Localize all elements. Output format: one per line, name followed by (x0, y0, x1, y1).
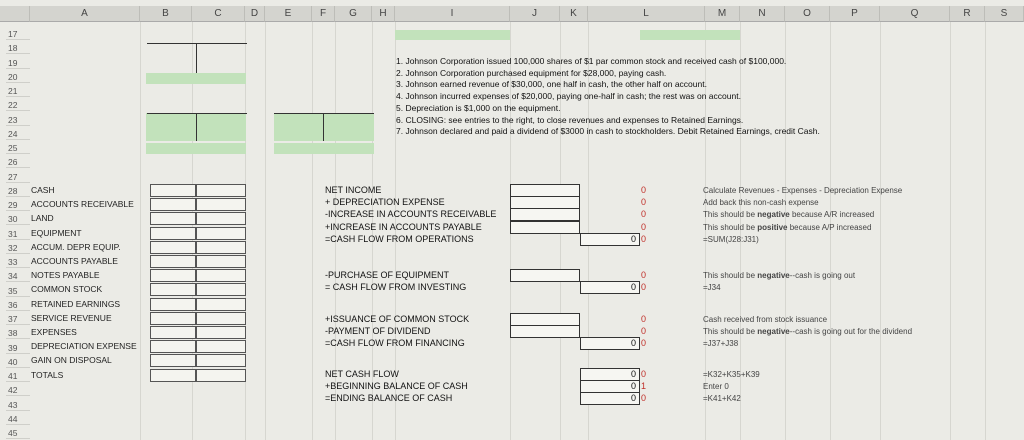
hint-post: --cash is going out for the dividend (789, 327, 913, 337)
row-header[interactable]: 44 (6, 414, 30, 425)
column-header[interactable]: N (740, 6, 785, 22)
hint-text: =J37+J38 (703, 339, 739, 349)
hint-post: because A/P increased (787, 222, 872, 232)
credit-cell[interactable] (196, 212, 246, 225)
cfs-total-k: 0 (641, 338, 647, 349)
hint-emphasis: positive (757, 222, 788, 232)
row-header[interactable]: 39 (6, 343, 30, 354)
accum-depr-entry-area[interactable] (274, 113, 374, 141)
row-header[interactable]: 26 (6, 157, 30, 168)
instruction-item: 1. Johnson Corporation issued 100,000 shares of $1 par common stock and received cash of $100,000. (396, 56, 787, 66)
column-header[interactable]: A (30, 6, 140, 22)
hint-text: Calculate Revenues - Expenses - Depreciation Expense (703, 186, 903, 195)
cfs-total-j: 0 (631, 338, 637, 349)
row-header[interactable]: 19 (6, 58, 30, 69)
row-header[interactable]: 23 (6, 115, 30, 126)
account-label: EQUIPMENT (31, 227, 82, 238)
hint-pre: This should be (703, 327, 758, 337)
row-header[interactable]: 25 (6, 143, 30, 154)
column-header[interactable]: G (335, 6, 372, 22)
green-cell-h17[interactable] (395, 30, 510, 40)
hint-text: =K32+K35+K39 (703, 370, 760, 379)
row-header[interactable]: 40 (6, 357, 30, 368)
cfs-line-label: =CASH FLOW FROM OPERATIONS (325, 233, 474, 244)
instruction-item: 2. Johnson Corporation purchased equipment for $28,000, paying cash. (396, 67, 667, 78)
hint-text (703, 326, 912, 337)
credit-cell[interactable] (196, 184, 246, 197)
row-header[interactable]: 34 (6, 271, 30, 282)
account-label: RETAINED EARNINGS (31, 298, 121, 309)
row-header[interactable]: 22 (6, 100, 30, 111)
cfs-line-label: +BEGINNING BALANCE OF CASH (325, 381, 468, 392)
cfs-input-cell[interactable] (510, 313, 580, 326)
row-header[interactable]: 32 (6, 243, 30, 254)
hint-emphasis: negative (757, 210, 790, 220)
debit-cell[interactable] (150, 255, 196, 268)
instruction-item: 5. Depreciation is $1,000 on the equipment. (396, 102, 561, 113)
credit-cell[interactable] (196, 369, 246, 382)
accum-depr-balance-cell[interactable] (274, 143, 374, 154)
hint-post: because A/R increased (789, 210, 875, 220)
hint-text (703, 222, 871, 233)
column-header[interactable]: K (560, 6, 588, 22)
gridline (985, 22, 986, 440)
column-header[interactable]: P (830, 6, 880, 22)
row-header[interactable]: 21 (6, 86, 30, 97)
cfs-line-label: -PAYMENT OF DIVIDEND (325, 326, 431, 337)
cfs-total-j: 0 (631, 381, 637, 392)
row-header[interactable]: 41 (6, 371, 30, 382)
column-header[interactable]: S (985, 6, 1024, 22)
row-header[interactable]: 31 (6, 229, 30, 240)
debit-cell[interactable] (150, 283, 196, 296)
instruction-item: 4. Johnson incurred expenses of $20,000, paying one-half in cash; the rest was on account. (396, 91, 741, 102)
row-header[interactable]: 18 (6, 43, 30, 54)
gridline (312, 22, 313, 440)
row-header[interactable]: 29 (6, 200, 30, 211)
accum-depr-rule (274, 113, 374, 114)
row-header[interactable]: 43 (6, 400, 30, 411)
account-label: COMMON STOCK (31, 284, 103, 295)
gridline (265, 22, 266, 440)
gridline (950, 22, 951, 440)
cfs-total-k: 0 (641, 369, 647, 379)
hint-pre: This should be (703, 271, 758, 280)
instruction-item: 3. Johnson earned revenue of $30,000, one half in cash, the other half on account. (396, 79, 707, 90)
cfs-value: 0 (641, 197, 647, 208)
debit-cell[interactable] (150, 269, 196, 282)
hint-text: Cash received from stock issuance (703, 315, 828, 324)
row-header[interactable]: 24 (6, 129, 30, 140)
equipment-balance-cell[interactable] (146, 143, 246, 154)
account-label: GAIN ON DISPOSAL (31, 355, 112, 366)
account-label: DEPRECIATION EXPENSE (31, 341, 137, 352)
column-header[interactable]: R (950, 6, 985, 22)
instruction-item: 7. Johnson declared and paid a dividend of $3000 in cash to stockholders. Debit Retained Earnings, credit Cash. (396, 126, 820, 137)
account-label: ACCOUNTS PAYABLE (31, 256, 118, 266)
debit-cell[interactable] (150, 312, 196, 325)
debit-cell[interactable] (150, 326, 196, 339)
cfs-line-label: =ENDING BALANCE OF CASH (325, 393, 453, 404)
debit-cell[interactable] (150, 212, 196, 225)
debit-cell[interactable] (150, 227, 196, 240)
cfs-total-k: 0 (641, 233, 647, 244)
account-label: ACCOUNTS RECEIVABLE (31, 199, 134, 210)
row-header[interactable]: 17 (6, 29, 30, 40)
row-header[interactable]: 35 (6, 286, 30, 297)
cfs-value: 0 (641, 270, 647, 280)
row-header[interactable]: 36 (6, 300, 30, 311)
column-header[interactable]: F (312, 6, 335, 22)
cfs-value: 0 (641, 221, 647, 232)
debit-cell[interactable] (150, 241, 196, 254)
cfs-line-label: -INCREASE IN ACCOUNTS RECEIVABLE (325, 209, 497, 220)
hint-text (703, 209, 874, 220)
cfs-total-k: 0 (641, 282, 647, 293)
account-label: NOTES PAYABLE (31, 270, 100, 281)
cfs-value: 0 (641, 326, 647, 337)
hint-emphasis: negative (757, 271, 790, 280)
cfs-input-cell[interactable] (510, 269, 580, 282)
gridline (140, 22, 141, 440)
credit-cell[interactable] (196, 340, 246, 353)
debit-cell[interactable] (150, 298, 196, 311)
account-label: LAND (31, 213, 54, 224)
cfs-line-label: + DEPRECIATION EXPENSE (325, 197, 445, 208)
account-label: ACCUM. DEPR EQUIP. (31, 241, 121, 252)
account-label: SERVICE REVENUE (31, 312, 112, 323)
hint-text: =SUM(J28:J31) (703, 234, 759, 244)
row-header[interactable]: 38 (6, 328, 30, 339)
row-header[interactable]: 37 (6, 314, 30, 325)
hint-text: =J34 (703, 283, 721, 293)
cfs-line-label: +ISSUANCE OF COMMON STOCK (325, 314, 470, 324)
row-header[interactable]: 42 (6, 385, 30, 396)
equipment-divider (196, 113, 197, 141)
cfs-line-label: = CASH FLOW FROM INVESTING (325, 282, 467, 293)
hint-pre: This should be (703, 222, 758, 232)
cfs-value: 0 (641, 314, 647, 324)
hint-pre: This should be (703, 210, 758, 220)
cfs-input-cell[interactable] (510, 184, 580, 197)
debit-cell[interactable] (150, 369, 196, 382)
cfs-total-j: 0 (631, 369, 637, 379)
credit-cell[interactable] (196, 298, 246, 311)
account-label: TOTALS (31, 369, 64, 380)
credit-cell[interactable] (196, 198, 246, 211)
column-header[interactable]: D (245, 6, 265, 22)
cfs-input-cell[interactable] (510, 208, 580, 221)
credit-cell[interactable] (196, 241, 246, 254)
land-balance-cell[interactable] (146, 73, 246, 84)
debit-cell[interactable] (150, 198, 196, 211)
cfs-input-cell[interactable] (510, 196, 580, 209)
debit-cell[interactable] (150, 354, 196, 367)
account-label: EXPENSES (31, 327, 77, 337)
credit-cell[interactable] (196, 255, 246, 268)
credit-cell[interactable] (196, 227, 246, 240)
cfs-line-label: =CASH FLOW FROM FINANCING (325, 338, 465, 349)
row-header[interactable]: 20 (6, 72, 30, 83)
column-header[interactable]: M (705, 6, 740, 22)
cfs-total-j: 0 (631, 282, 637, 293)
cfs-line-label: +INCREASE IN ACCOUNTS PAYABLE (325, 221, 482, 232)
debit-cell[interactable] (150, 184, 196, 197)
cfs-line-label: NET INCOME (325, 185, 382, 195)
cfs-input-cell[interactable] (510, 325, 580, 338)
account-label: CASH (31, 185, 55, 195)
column-header[interactable]: C (192, 6, 245, 22)
hint-post: --cash is going out (789, 271, 856, 280)
cfs-value: 0 (641, 185, 647, 195)
column-header[interactable]: B (140, 6, 192, 22)
hint-text: Enter 0 (703, 382, 729, 392)
green-cell-m17[interactable] (640, 30, 740, 40)
credit-cell[interactable] (196, 283, 246, 296)
cfs-line-label: -PURCHASE OF EQUIPMENT (325, 270, 450, 280)
cfs-line-label: NET CASH FLOW (325, 369, 399, 379)
cfs-input-cell[interactable] (510, 221, 580, 234)
column-header[interactable]: H (372, 6, 395, 22)
row-header[interactable]: 28 (6, 186, 30, 197)
column-header[interactable]: O (785, 6, 830, 22)
column-header[interactable]: Q (880, 6, 950, 22)
cfs-total-j: 0 (631, 233, 637, 244)
instruction-item: 6. CLOSING: see entries to the right, to close revenues and expenses to Retained Earnings. (396, 114, 744, 125)
credit-cell[interactable] (196, 326, 246, 339)
credit-cell[interactable] (196, 354, 246, 367)
credit-cell[interactable] (196, 312, 246, 325)
row-header[interactable]: 45 (6, 428, 30, 439)
cfs-value: 0 (641, 209, 647, 220)
hint-text: =K41+K42 (703, 394, 741, 404)
gridline (880, 22, 881, 440)
cfs-total-k: 1 (641, 381, 647, 392)
column-header[interactable]: J (510, 6, 560, 22)
column-header[interactable]: L (588, 6, 705, 22)
hint-emphasis: negative (757, 327, 790, 337)
row-header[interactable]: 27 (6, 172, 30, 183)
column-header[interactable]: E (265, 6, 312, 22)
equipment-rule (147, 113, 247, 114)
debit-cell[interactable] (150, 340, 196, 353)
land-rule (147, 43, 247, 44)
credit-cell[interactable] (196, 269, 246, 282)
column-header[interactable]: I (395, 6, 510, 22)
land-divider (196, 43, 197, 73)
row-header[interactable]: 30 (6, 214, 30, 225)
cfs-total-k: 0 (641, 393, 647, 404)
row-header[interactable]: 33 (6, 257, 30, 268)
hint-text (703, 270, 855, 281)
accum-depr-divider (323, 113, 324, 141)
select-all-corner[interactable] (0, 6, 30, 22)
hint-text: Add back this non-cash expense (703, 198, 819, 208)
cfs-total-j: 0 (631, 393, 637, 404)
